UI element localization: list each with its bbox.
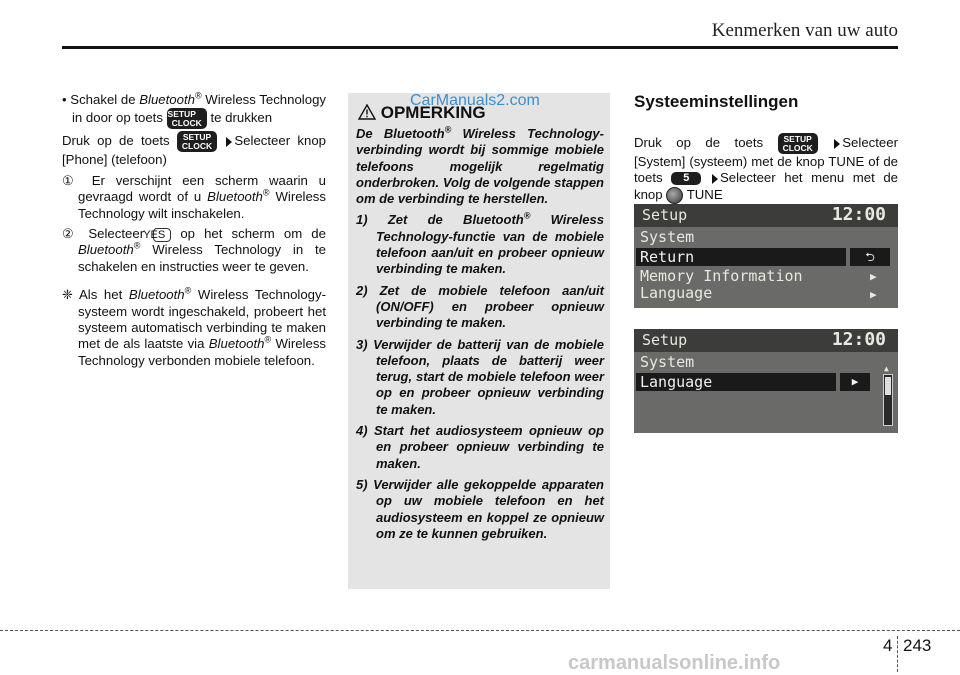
note-text: Als het <box>73 287 129 303</box>
screen-system-label: System <box>640 353 695 371</box>
setup-clock-key <box>177 131 217 152</box>
footer-rule <box>0 630 960 631</box>
auto-connect-note <box>62 287 326 369</box>
arrow-right-icon <box>226 137 232 147</box>
key-line-2: CLOCK <box>181 140 213 151</box>
bullet-text-5: drukken <box>225 110 273 126</box>
scroll-thumb[interactable] <box>885 377 891 395</box>
scroll-up-icon[interactable]: ▲ <box>884 364 889 373</box>
note-title <box>358 103 486 123</box>
menu-item-language[interactable]: Language <box>636 373 836 391</box>
note-intro-a: De Bluetooth <box>356 126 445 141</box>
bt-term: Bluetooth <box>128 287 185 303</box>
druk-text: Druk op de toets <box>62 133 170 149</box>
note-text-2: Wireless Technology-systeem wordt ingeschakeld, probeert het systeem automatisch verbinding te maken met de als laatste via <box>78 287 326 352</box>
watermark-bottom: carmanualsonline.info <box>568 652 781 674</box>
note-item-1-a: 1) Zet de Bluetooth <box>356 212 524 228</box>
section-title: Systeeminstellingen <box>634 92 799 111</box>
step-text: Er verschijnt een scherm waarin u gevraagd wordt of u <box>78 172 326 205</box>
note-item-4: 4) Start het audiosysteem opnieuw op en probeer opnieuw verbinding te maken. <box>356 423 604 471</box>
right-column <box>634 133 898 204</box>
bullet-text-4: te <box>210 110 222 126</box>
chapter-number: 4 <box>883 636 893 655</box>
instr-text-2: Selecteer [System] (systeem) met de knop TUNE of de toets <box>634 134 898 186</box>
chevron-right-icon: ▶ <box>870 270 877 283</box>
screen-title: Setup <box>642 206 688 224</box>
step-text-2: op het scherm om de <box>180 226 326 242</box>
page-divider <box>897 636 898 672</box>
reg-mark: ® <box>444 124 452 135</box>
step-text: Selecteer <box>79 226 145 242</box>
reg-mark: ® <box>194 90 202 101</box>
instr-text-4: TUNE <box>686 186 723 202</box>
step-text-3: Wireless Technology in te schakelen en instructies weer te geven. <box>78 242 326 274</box>
reg-mark: ® <box>262 187 270 198</box>
note-intro <box>356 126 604 207</box>
key-line-2: CLOCK <box>171 117 202 128</box>
step-number: ② <box>62 226 80 242</box>
note-intro-b: Wireless Technology-verbinding wordt bij sommige mobiele telefoons mogelijk regelmatig onderbroken. Volg de volgende stappen om de verbinding te herstellen. <box>356 126 604 207</box>
screen-clock: 12:00 <box>831 329 886 350</box>
arrow-right-icon <box>712 174 718 184</box>
key-line-1: SETUP <box>182 132 212 143</box>
setup-screen-1 <box>634 204 898 308</box>
step-2 <box>62 226 326 275</box>
back-icon[interactable]: ⮌ <box>850 248 890 266</box>
reg-mark: ® <box>184 285 192 296</box>
scrollbar[interactable] <box>883 374 893 426</box>
knop-text: knop [Phone] (telefoon) <box>62 133 326 168</box>
key-line-2: CLOCK <box>782 142 813 153</box>
bluetooth-bullet <box>62 92 326 129</box>
tune-knob-icon <box>666 187 683 204</box>
note-item-1-b: Wireless Technology-functie van de mobiele telefoon aan/uit en probeer opnieuw verbinding te maken. <box>376 212 604 277</box>
step-1 <box>62 173 326 222</box>
instr-text-3: Selecteer het menu met de knop <box>634 170 899 202</box>
screen-clock: 12:00 <box>831 204 886 225</box>
setup-clock-key <box>167 108 207 129</box>
reg-mark: ® <box>133 241 141 252</box>
note-item-3: 3) Verwijder de batterij van de mobiele telefoon, plaats de batterij weer terug, start de mobiele telefoon weer op en probeer opnieuw verbinding te maken. <box>356 336 604 417</box>
selecteer-text: Selecteer <box>234 133 291 149</box>
setup-clock-key <box>778 133 818 154</box>
step-text-2: Wireless Technology wilt inschakelen. <box>78 189 326 221</box>
five-key: 5 <box>671 172 701 185</box>
bt-term: Bluetooth <box>78 242 134 258</box>
header-rule <box>62 46 898 49</box>
step-number: ① <box>62 172 81 188</box>
key-line-1: SETUP <box>167 109 196 120</box>
chevron-right-icon[interactable]: ▶ <box>840 373 870 391</box>
screen-title: Setup <box>642 331 688 349</box>
menu-item-memory[interactable]: Memory Information <box>640 267 803 285</box>
bullet-text-2: Wireless <box>201 92 256 107</box>
note-symbol: ❈ <box>62 287 74 303</box>
bullet-text-3: Technology in door op toets <box>72 92 326 126</box>
screen-system-label: System <box>640 228 695 246</box>
key-line-1: SETUP <box>783 134 812 144</box>
instr-text: Druk op de toets <box>634 134 764 150</box>
header-title: Kenmerken van uw auto <box>711 20 898 41</box>
bt-term: Bluetooth <box>208 336 265 352</box>
menu-item-return[interactable]: Return <box>636 248 846 266</box>
watermark-top: CarManuals2.com <box>410 92 540 109</box>
system-instruction <box>634 133 898 204</box>
reg-mark: ® <box>523 211 531 222</box>
reg-mark: ® <box>264 335 272 346</box>
bullet-text: • Schakel de <box>62 92 140 107</box>
note-text-3: Wireless Technology verbonden mobiele telefoon. <box>78 336 327 368</box>
page-number: 243 <box>903 636 932 655</box>
warning-icon <box>358 104 376 120</box>
bt-term: Bluetooth <box>207 189 263 205</box>
note-item-5: 5) Verwijder alle gekoppelde apparaten op uw mobiele telefoon en het audiosysteem en koppel ze opnieuw om ze te kunnen gebruiken. <box>356 476 604 541</box>
arrow-right-icon <box>834 139 840 149</box>
note-item-1 <box>356 212 604 277</box>
yes-key: YES <box>153 228 171 242</box>
bt-term: Bluetooth <box>139 92 195 107</box>
note-item-2: 2) Zet de mobiele telefoon aan/uit (ON/OFF) en probeer opnieuw verbinding te maken. <box>356 282 604 331</box>
setup-screen-2 <box>634 329 898 433</box>
phone-instruction <box>62 131 326 168</box>
note-body <box>356 126 604 547</box>
menu-item-language[interactable]: Language <box>640 284 713 302</box>
note-title-text: OPMERKING <box>380 103 486 122</box>
chevron-right-icon: ▶ <box>870 288 877 301</box>
left-column <box>62 92 326 369</box>
